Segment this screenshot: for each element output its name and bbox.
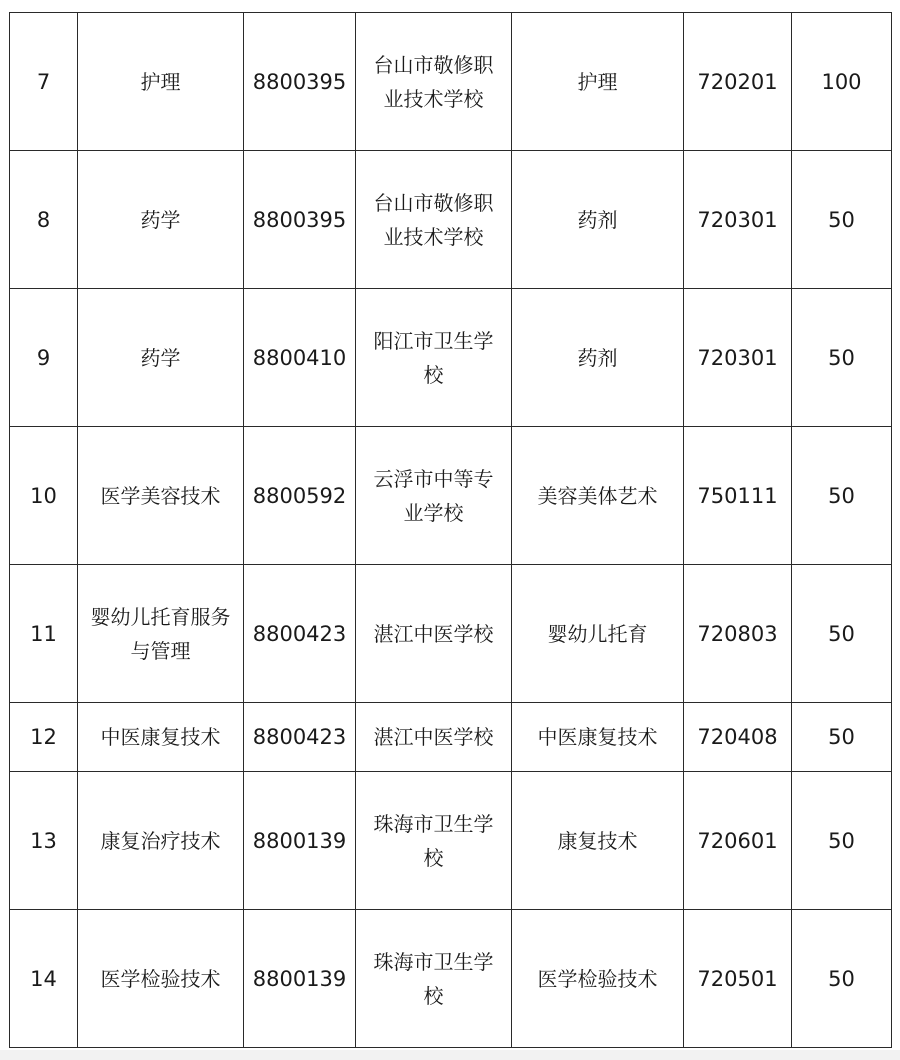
secondary-major-text: 中医康复技术 [537,725,658,749]
school-code-cell [244,289,356,427]
school-name-text: 云浮市中等专 [373,466,494,491]
table-row [10,910,892,1048]
enrollment-quota-cell [792,427,892,565]
school-code-cell [244,565,356,703]
enrollment-quota-cell [792,151,892,289]
table-row [10,427,892,565]
bottom-edge [0,1050,900,1060]
secondary-major-text: 婴幼儿托育 [547,621,648,646]
table-row [10,565,892,703]
higher-major-text: 中医康复技术 [100,725,221,749]
row-number-text: 12 [30,725,57,749]
higher-major-cell [78,427,244,565]
secondary-major-cell [512,772,684,910]
school-name-text: 校 [423,983,444,1008]
secondary-major-text: 药剂 [577,207,618,232]
row-number-text: 9 [36,345,51,370]
table-row [10,772,892,910]
enrollment-quota-text: 50 [828,966,855,991]
school-code-text: 8800395 [252,69,347,94]
secondary-major-cell [512,151,684,289]
enrollment-quota-cell [792,565,892,703]
school-code-cell [244,427,356,565]
enrollment-quota-text: 50 [828,828,855,853]
school-name-cell [356,151,512,289]
school-name-text: 珠海市卫生学 [373,811,494,836]
row-number-text: 8 [36,207,51,232]
enrollment-quota-cell [792,13,892,151]
row-number-cell [10,772,78,910]
school-name-text: 台山市敬修职 [373,190,494,215]
higher-major-text: 与管理 [130,638,191,663]
secondary-major-cell [512,565,684,703]
higher-major-cell [78,13,244,151]
higher-major-text: 医学检验技术 [100,966,221,991]
enrollment-quota-cell [792,772,892,910]
enrollment-quota-text: 50 [828,725,855,749]
row-number-cell [10,151,78,289]
secondary-major-cell [512,427,684,565]
secondary-major-code-cell [684,13,792,151]
row-number-cell [10,13,78,151]
school-name-text: 珠海市卫生学 [373,949,494,974]
school-code-text: 8800592 [252,483,347,508]
secondary-major-code-text: 720601 [697,828,778,853]
enrollment-quota-text: 100 [821,69,862,94]
school-code-cell [244,703,356,772]
secondary-major-code-text: 720301 [697,345,778,370]
higher-major-cell [78,151,244,289]
higher-major-cell [78,289,244,427]
table-row [10,703,892,772]
enrollment-quota-cell [792,910,892,1048]
secondary-major-code-cell [684,772,792,910]
row-number-cell [10,427,78,565]
school-name-text: 湛江中医学校 [373,725,494,749]
school-code-text: 8800410 [252,345,347,370]
table-row [10,289,892,427]
school-name-text: 校 [423,845,444,870]
enrollment-quota-text: 50 [828,345,855,370]
secondary-major-code-text: 720408 [697,725,778,749]
higher-major-text: 医学美容技术 [100,483,221,508]
row-number-text: 13 [30,828,57,853]
higher-major-text: 康复治疗技术 [100,828,221,853]
secondary-major-code-text: 720501 [697,966,778,991]
secondary-major-text: 护理 [577,69,618,94]
secondary-major-code-cell [684,910,792,1048]
table-row [10,13,892,151]
school-code-text: 8800423 [252,725,347,749]
school-name-cell [356,565,512,703]
higher-major-cell [78,703,244,772]
secondary-major-cell [512,289,684,427]
secondary-major-code-text: 720201 [697,69,778,94]
higher-major-text: 药学 [140,207,181,232]
row-number-text: 14 [30,966,57,991]
row-number-text: 7 [36,69,51,94]
school-code-cell [244,151,356,289]
secondary-major-code-cell [684,703,792,772]
row-number-text: 11 [30,621,57,646]
table-row [10,151,892,289]
school-code-text: 8800423 [252,621,347,646]
secondary-major-text: 康复技术 [557,828,638,853]
row-number-cell [10,910,78,1048]
secondary-major-cell [512,13,684,151]
enrollment-quota-cell [792,703,892,772]
row-number-cell [10,289,78,427]
school-code-text: 8800395 [252,207,347,232]
school-code-cell [244,772,356,910]
secondary-major-code-cell [684,151,792,289]
higher-major-text: 护理 [140,69,181,94]
secondary-major-code-text: 750111 [697,483,778,508]
row-number-text: 10 [30,483,57,508]
school-name-cell [356,910,512,1048]
secondary-major-code-text: 720301 [697,207,778,232]
enrollment-quota-text: 50 [828,621,855,646]
school-code-cell [244,910,356,1048]
secondary-major-cell [512,703,684,772]
secondary-major-code-text: 720803 [697,621,778,646]
school-code-text: 8800139 [252,966,347,991]
enrollment-table [9,12,892,1048]
school-name-text: 业技术学校 [383,86,484,111]
table-body [10,13,892,1048]
school-name-cell [356,772,512,910]
secondary-major-code-cell [684,289,792,427]
secondary-major-text: 医学检验技术 [537,966,658,991]
higher-major-cell [78,565,244,703]
enrollment-table-container [9,12,891,1048]
school-name-text: 台山市敬修职 [373,52,494,77]
secondary-major-code-cell [684,427,792,565]
school-name-cell [356,427,512,565]
higher-major-text: 婴幼儿托育服务 [90,604,231,629]
school-name-cell [356,703,512,772]
school-name-cell [356,13,512,151]
school-name-text: 湛江中医学校 [373,621,494,646]
higher-major-cell [78,772,244,910]
school-code-text: 8800139 [252,828,347,853]
school-name-cell [356,289,512,427]
secondary-major-text: 药剂 [577,345,618,370]
secondary-major-text: 美容美体艺术 [537,483,658,508]
higher-major-cell [78,910,244,1048]
school-name-text: 业学校 [403,500,464,525]
school-name-text: 阳江市卫生学 [373,328,494,353]
row-number-cell [10,565,78,703]
school-code-cell [244,13,356,151]
enrollment-quota-text: 50 [828,483,855,508]
secondary-major-cell [512,910,684,1048]
school-name-text: 校 [423,362,444,387]
secondary-major-code-cell [684,565,792,703]
enrollment-quota-text: 50 [828,207,855,232]
higher-major-text: 药学 [140,345,181,370]
row-number-cell [10,703,78,772]
enrollment-quota-cell [792,289,892,427]
school-name-text: 业技术学校 [383,224,484,249]
